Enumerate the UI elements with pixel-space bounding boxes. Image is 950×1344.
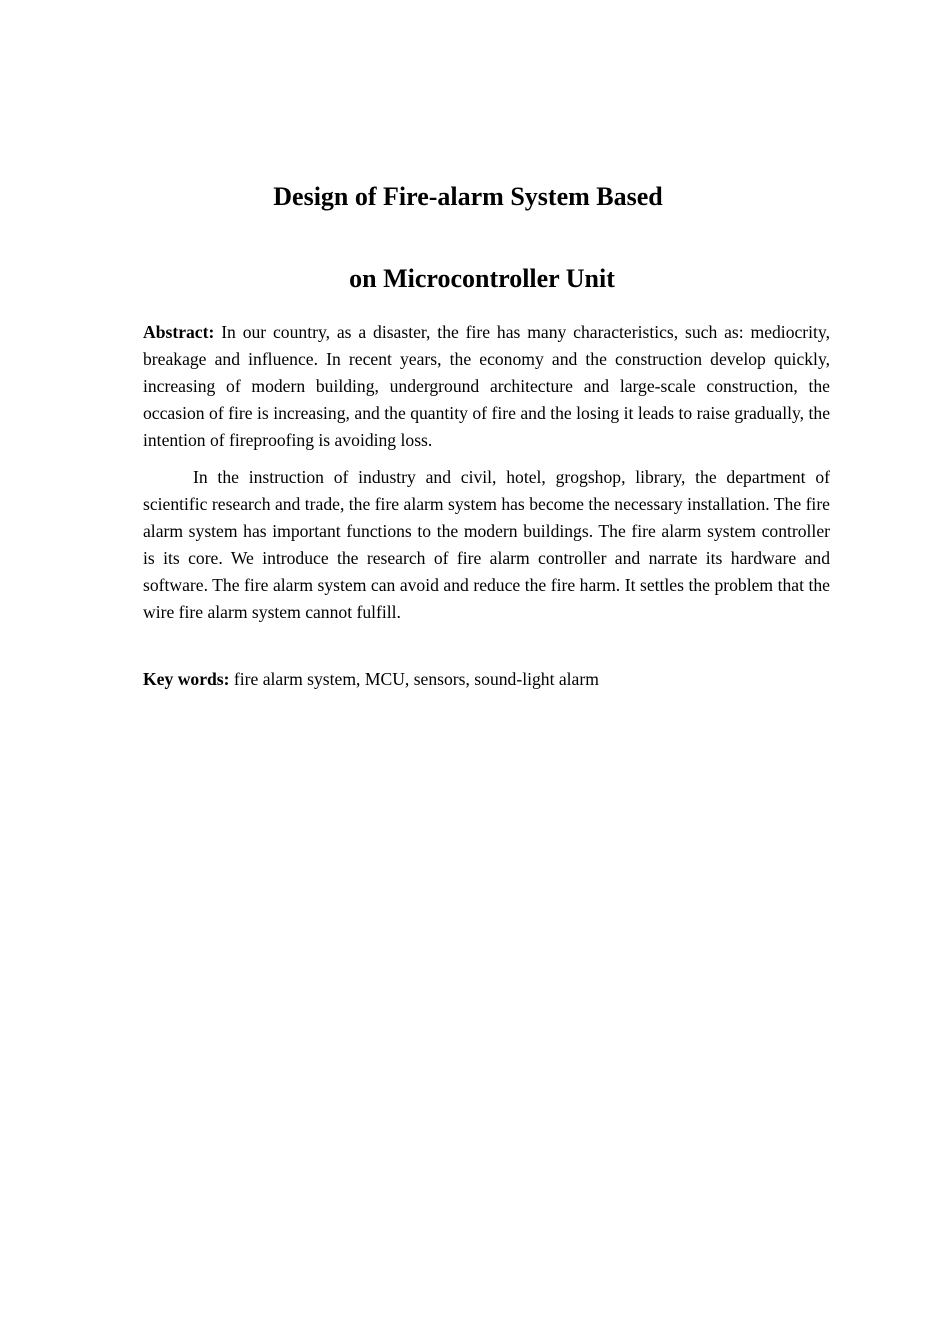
keywords-text: fire alarm system, MCU, sensors, sound-light alarm xyxy=(229,669,599,689)
abstract-paragraph-2: In the instruction of industry and civil, hotel, grogshop, library, the department of scientific research and trade, the fire alarm system has become the necessary installation. The fire alarm system has important functions to the modern buildings. The fire alarm system controller is its core. We introduce the research of fire alarm controller and narrate its hardware and software. The fire alarm system can avoid and reduce the fire harm. It settles the problem that the wire fire alarm system cannot fulfill. xyxy=(143,467,830,622)
keywords-line xyxy=(143,666,830,693)
keywords-label: Key words: xyxy=(143,669,230,689)
title-line-1: Design of Fire-alarm System Based xyxy=(273,182,663,211)
abstract-label: Abstract: xyxy=(143,322,215,342)
abstract-text: In our country, as a disaster, the fire has many characteristics, such as: mediocrity, breakage and influence. In recent years, the economy and the construction develop quickly, increasing of modern building, underground architecture and large-scale construction, the occasion of fire is increasing, and the quantity of fire and the losing it leads to raise gradually, the intention of fireproofing is avoiding loss. xyxy=(143,322,830,450)
title-line-2: on Microcontroller Unit xyxy=(349,264,615,293)
abstract-paragraph xyxy=(143,319,830,454)
